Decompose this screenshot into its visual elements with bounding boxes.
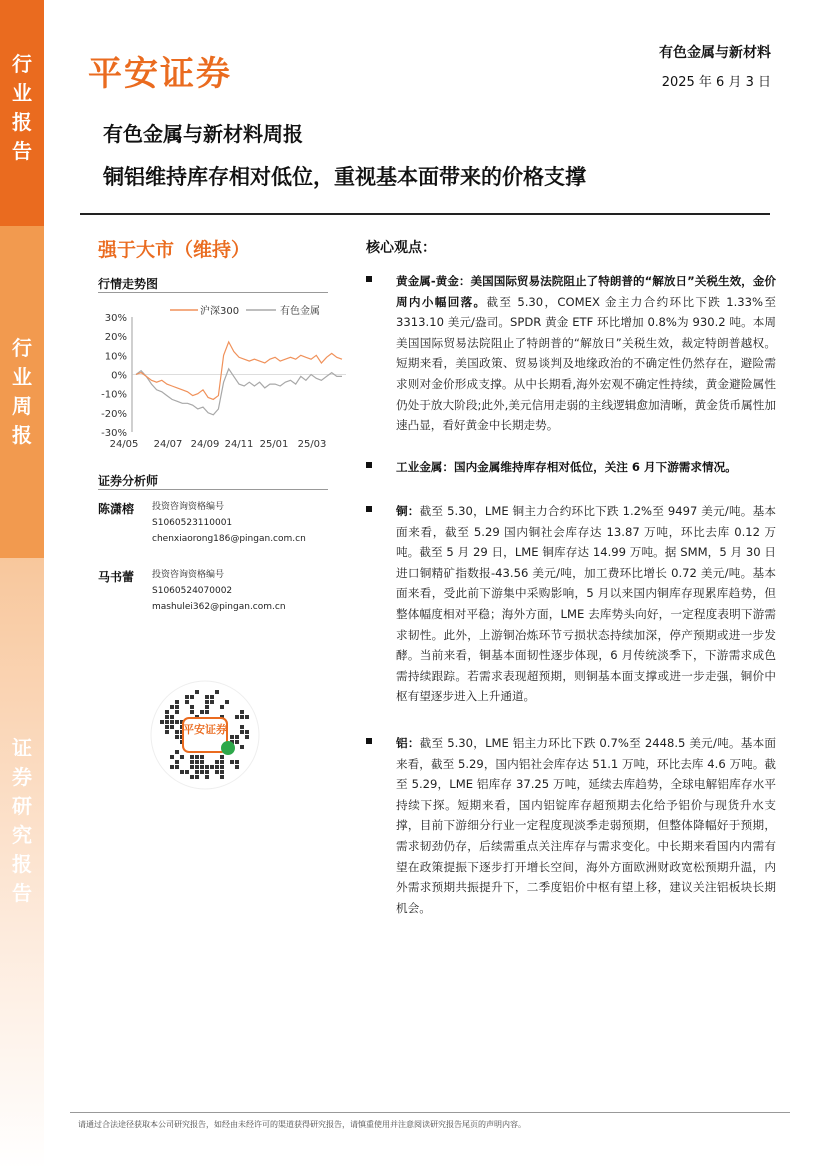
qr-module — [170, 705, 174, 709]
qr-module — [195, 755, 199, 759]
x-tick-label: 24/09 — [190, 439, 220, 450]
point-heading: 工业金属：国内金属维持库存相对低位，关注 6 月下游需求情况。 — [396, 460, 737, 474]
qr-module — [165, 720, 169, 724]
qr-module — [165, 715, 169, 719]
qr-module — [180, 755, 184, 759]
qr-module — [175, 705, 179, 709]
legend-label-nonferrous: 有色金属 — [280, 306, 320, 317]
analyst-cert-label: 投资咨询资格编号 — [152, 502, 225, 512]
qr-module — [240, 710, 244, 714]
point-heading: 铜： — [396, 504, 420, 518]
line-nonferrous — [136, 369, 342, 415]
line-hs300 — [136, 342, 342, 400]
qr-module — [175, 735, 179, 739]
qr-module — [205, 700, 209, 704]
qr-module — [210, 765, 214, 769]
header-category: 有色金属与新材料 — [659, 45, 771, 61]
qr-module — [165, 730, 169, 734]
qr-module — [180, 770, 184, 774]
qr-module — [170, 715, 174, 719]
qr-module — [195, 775, 199, 779]
point-gold — [366, 271, 776, 436]
analyst-cert: S1060523110001 — [152, 518, 233, 528]
qr-module — [235, 765, 239, 769]
qr-module — [225, 700, 229, 704]
qr-module — [240, 745, 244, 749]
qr-module — [185, 695, 189, 699]
qr-module — [200, 760, 204, 764]
chart-legend — [170, 304, 320, 317]
qr-module — [200, 755, 204, 759]
ribbon-label-research: 证 券 研 究 报 告 — [12, 736, 32, 905]
qr-module — [165, 725, 169, 729]
qr-module — [205, 695, 209, 699]
qr-module — [200, 770, 204, 774]
point-heading: 铝： — [396, 736, 420, 750]
y-tick-label: 20% — [104, 332, 127, 344]
qr-module — [175, 720, 179, 724]
qr-module — [215, 760, 219, 764]
qr-module — [205, 770, 209, 774]
y-tick-label: -10% — [101, 389, 127, 401]
point-body: 截至 5.30，COMEX 金主力合约环比下跌 1.33%至 3313.10 美元/盎司。SPDR 黄金 ETF 环比增加 0.8%为 930.2 吨。本周美国国际贸易法院阻止了特朗普的“解放日”关税生效，裁定特朗普越权。短期来看，美国政策、贸易谈判及地缘政治的不确定性仍然存在，避险需求则对金价形成支撑。从中长期看,海外宏观不确定性持续，黄金避险属性仍处于放大阶段;此外,美元信用走弱的主线逻辑愈加清晰，黄金货币属性加速凸显，看好黄金中长期走势。 — [396, 294, 776, 433]
market-trend-chart — [88, 295, 350, 455]
qr-module — [190, 695, 194, 699]
qr-module — [240, 725, 244, 729]
qr-module — [245, 730, 249, 734]
qr-module — [170, 755, 174, 759]
qr-module — [200, 765, 204, 769]
report-type: 有色金属与新材料周报 — [103, 122, 303, 146]
title-divider — [80, 213, 770, 215]
qr-module — [185, 700, 189, 704]
y-tick-label: -30% — [101, 428, 127, 439]
analyst-email[interactable]: mashulei362@pingan.com.cn — [152, 602, 286, 612]
rating: 强于大市（维持） — [98, 239, 251, 261]
bullet-icon — [366, 738, 372, 744]
qr-module — [230, 760, 234, 764]
company-logo: 平安证券 — [88, 54, 232, 94]
side-ribbon — [0, 0, 44, 1169]
x-tick-label: 24/11 — [224, 439, 254, 450]
qr-module — [240, 730, 244, 734]
qr-module — [205, 775, 209, 779]
y-tick-label: -20% — [101, 408, 127, 420]
chart-section-title: 行情走势图 — [98, 277, 159, 291]
qr-module — [235, 715, 239, 719]
bullet-icon — [366, 506, 372, 512]
qr-module — [185, 770, 189, 774]
qr-module — [190, 775, 194, 779]
core-viewpoint-title: 核心观点： — [366, 240, 436, 256]
qr-module — [220, 760, 224, 764]
mini-program-icon — [221, 741, 235, 755]
qr-module — [200, 710, 204, 714]
qr-module — [235, 740, 239, 744]
section-divider — [98, 292, 328, 293]
qr-module — [220, 775, 224, 779]
footer-disclaimer: 请通过合法途径获取本公司研究报告，如经由未经许可的渠道获得研究报告，请慎重使用并注意阅读研究报告尾页的声明内容。 — [78, 1120, 526, 1129]
qr-module — [190, 705, 194, 709]
qr-module — [195, 760, 199, 764]
qr-module — [160, 720, 164, 724]
y-tick-label: 0% — [111, 370, 127, 382]
qr-module — [215, 770, 219, 774]
y-tick-label: 10% — [104, 351, 127, 363]
x-tick-label: 25/01 — [259, 439, 289, 450]
qr-module — [190, 710, 194, 714]
qr-module — [220, 755, 224, 759]
point-industrial-metals — [366, 457, 776, 478]
qr-module — [205, 710, 209, 714]
qr-module — [175, 700, 179, 704]
analyst-cert: S1060524070002 — [152, 586, 233, 596]
qr-module — [220, 770, 224, 774]
qr-module — [235, 760, 239, 764]
x-tick-label: 25/03 — [297, 439, 327, 450]
analyst-name: 马书蕾 — [98, 570, 135, 584]
qr-module — [220, 705, 224, 709]
qr-module — [210, 700, 214, 704]
analyst-name: 陈潇榕 — [98, 502, 135, 516]
analyst-info — [152, 499, 306, 547]
qr-module — [190, 755, 194, 759]
point-aluminum — [366, 733, 776, 918]
footer-divider — [70, 1112, 790, 1113]
point-copper — [366, 501, 776, 707]
legend-label-hs300: 沪深300 — [200, 306, 240, 317]
qr-module — [215, 765, 219, 769]
qr-module — [175, 710, 179, 714]
qr-module — [235, 735, 239, 739]
ribbon-label-weekly: 行 业 周 报 — [12, 336, 32, 447]
report-headline: 铜铝维持库存相对低位，重视基本面带来的价格支撑 — [103, 165, 586, 189]
qr-module — [195, 765, 199, 769]
x-tick-label: 24/05 — [109, 439, 139, 450]
point-body: 截至 5.30，LME 铝主力环比下跌 0.7%至 2448.5 美元/吨。基本面来看，截至 5.29，国内铝社会库存达 51.1 万吨，环比去库 4.6 万吨。截至 5.29，LME 铝库存 37.25 万吨，延续去库趋势，全球电解铝库存水平持续下探。短期来看，国内铝锭库存超预期去化给予铝价与现货升水支撑，目前下游细分行业一定程度现淡季走弱预期，但整体降幅好于预期，需求韧劲仍存，后续需重点关注库存与需求变化。中长期来看国内内需有望在政策提振下逐步打开增长空间，海外方面欧洲财政宽松预期升温，内外需求预期共振提升下，二季度铝价中枢有望上移，建议关注铝板块长期机会。 — [396, 736, 776, 915]
report-date: 2025 年 6 月 3 日 — [661, 75, 771, 90]
qr-module — [170, 765, 174, 769]
qr-module — [195, 770, 199, 774]
qr-module — [245, 735, 249, 739]
qr-module — [175, 760, 179, 764]
ribbon-label-industry-report: 行 业 报 告 — [12, 52, 32, 163]
qr-module — [245, 715, 249, 719]
qr-module — [190, 765, 194, 769]
qr-module — [205, 705, 209, 709]
point-heading: 黄金属-黄金：美国国际贸易法院阻止了特朗普的“解放日”关税生效，金价周内小幅回落。 — [396, 274, 776, 309]
qr-module — [240, 715, 244, 719]
section-divider — [98, 489, 328, 490]
qr-module — [210, 695, 214, 699]
qr-module — [170, 720, 174, 724]
x-tick-label: 24/07 — [153, 439, 183, 450]
qr-module — [165, 710, 169, 714]
bullet-icon — [366, 276, 372, 282]
analyst-info — [152, 567, 286, 615]
qr-module — [175, 750, 179, 754]
analyst-email[interactable]: chenxiaorong186@pingan.com.cn — [152, 534, 306, 544]
bullet-icon — [366, 462, 372, 468]
qr-module — [170, 725, 174, 729]
qr-module — [195, 690, 199, 694]
point-body: 截至 5.30，LME 铜主力合约环比下跌 1.2%至 9497 美元/吨。基本面来看，截至 5.29 国内铜社会库存达 13.87 万吨，环比去库 0.12 万吨。截至 5 月 29 日，LME 铜库存达 14.99 万吨。据 SMM，5 月 30 日进口铜精矿指数报-43.56 美元/吨，加工费环比增长 0.72 美元/吨。基本面来看，受此前下游集中采购影响，5 月以来国内铜库存现累库趋势，但整体幅度相对平稳；海外方面，LME 去库势头向好，一定程度表明下游需求韧性。此外，上游铜冶炼环节亏损状态持续加深，停产预期或进一步发酵。当前来看，铜基本面韧性逐步体现，6 月传统淡季下，下游需求成色需持续跟踪。若需求表现超预期，则铜基本面支撑或进一步走强，铜价中枢有望逐步进入上升通道。 — [396, 504, 776, 704]
qr-module — [220, 765, 224, 769]
qr-logo-text: 平安证券 — [183, 723, 227, 736]
qr-module — [175, 730, 179, 734]
qr-module — [230, 735, 234, 739]
qr-module — [205, 765, 209, 769]
analyst-section-title: 证券分析师 — [98, 474, 159, 488]
qr-module — [190, 760, 194, 764]
analyst-cert-label: 投资咨询资格编号 — [152, 570, 225, 580]
qr-module — [215, 690, 219, 694]
y-tick-label: 30% — [104, 313, 127, 324]
qr-module — [175, 765, 179, 769]
qr-code[interactable] — [150, 680, 260, 790]
